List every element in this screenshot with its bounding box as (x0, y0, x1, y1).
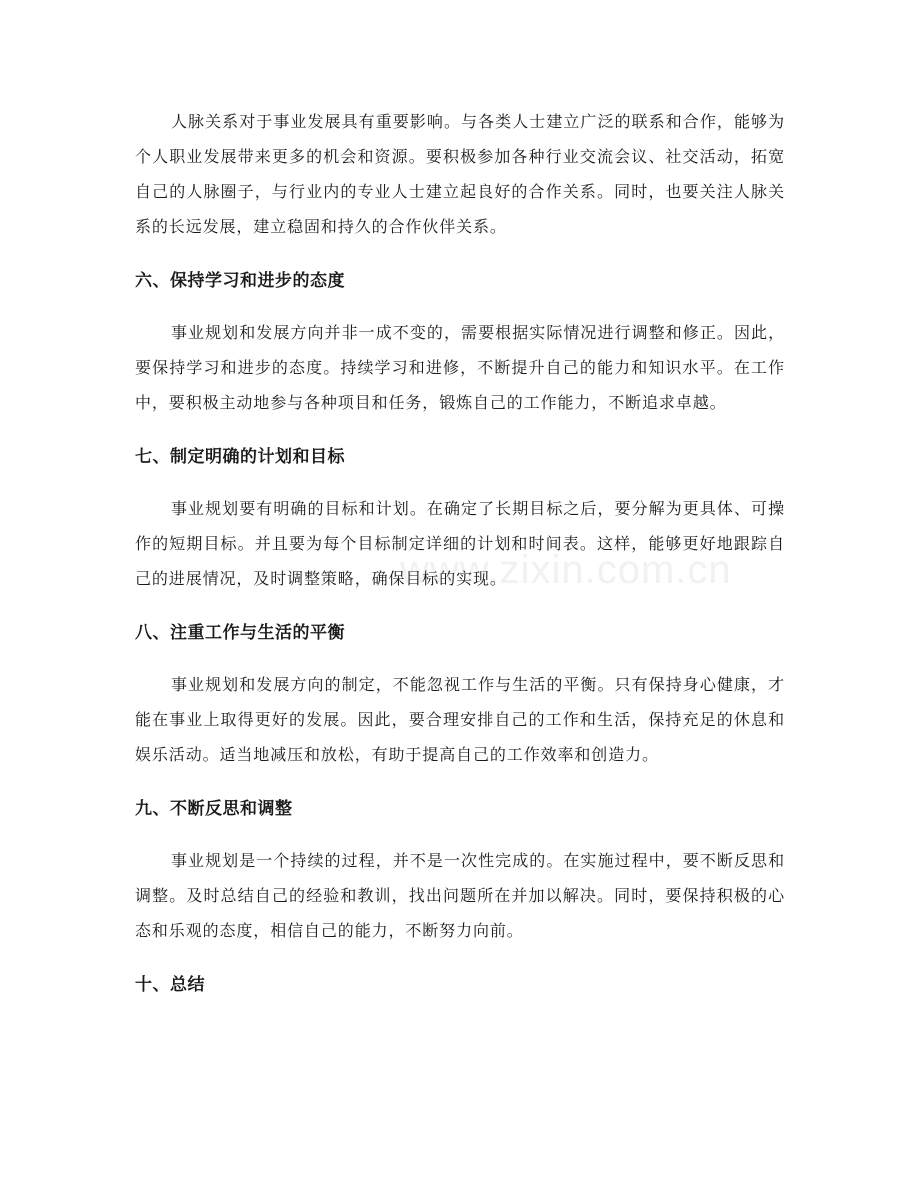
paragraph-reflection: 事业规划是一个持续的过程，并不是一次性完成的。在实施过程中，要不断反思和调整。及时总结自己的经验和教训，找出问题所在并加以解决。同时，要保持积极的心态和乐观的态度，相信自己的能力，不断努力向前。 (135, 851, 785, 940)
paragraph-plans-goals: 事业规划要有明确的目标和计划。在确定了长期目标之后，要分解为更具体、可操作的短期目标。并且要为每个目标制定详细的计划和时间表。这样，能够更好地跟踪自己的进展情况，及时调整策略，确保目标的实现。 (135, 499, 785, 588)
watermark-text: www.zixin.com.cn (400, 548, 732, 592)
paragraph-work-life-balance: 事业规划和发展方向的制定，不能忽视工作与生活的平衡。只有保持身心健康，才能在事业上取得更好的发展。因此，要合理安排自己的工作和生活，保持充足的休息和娱乐活动。适当地减压和放松，有助于提高自己的工作效率和创造力。 (135, 675, 785, 764)
section-heading-learning: 六、保持学习和进步的态度 (135, 271, 345, 291)
paragraph-networking: 人脉关系对于事业发展具有重要影响。与各类人士建立广泛的联系和合作，能够为个人职业发展带来更多的机会和资源。要积极参加各种行业交流会议、社交活动，拓宽自己的人脉圈子，与行业内的专业人士建立起良好的合作关系。同时，也要关注人脉关系的长远发展，建立稳固和持久的合作伙伴关系。 (135, 112, 785, 236)
section-heading-summary: 十、总结 (135, 975, 205, 995)
section-heading-reflection: 九、不断反思和调整 (135, 799, 293, 819)
paragraph-learning: 事业规划和发展方向并非一成不变的，需要根据实际情况进行调整和修正。因此，要保持学习和进步的态度。持续学习和进修，不断提升自己的能力和知识水平。在工作中，要积极主动地参与各种项目和任务，锻炼自己的工作能力，不断追求卓越。 (135, 323, 785, 412)
section-heading-plans-goals: 七、制定明确的计划和目标 (135, 447, 345, 467)
document-content (135, 104, 785, 1019)
section-heading-work-life-balance: 八、注重工作与生活的平衡 (135, 623, 345, 643)
